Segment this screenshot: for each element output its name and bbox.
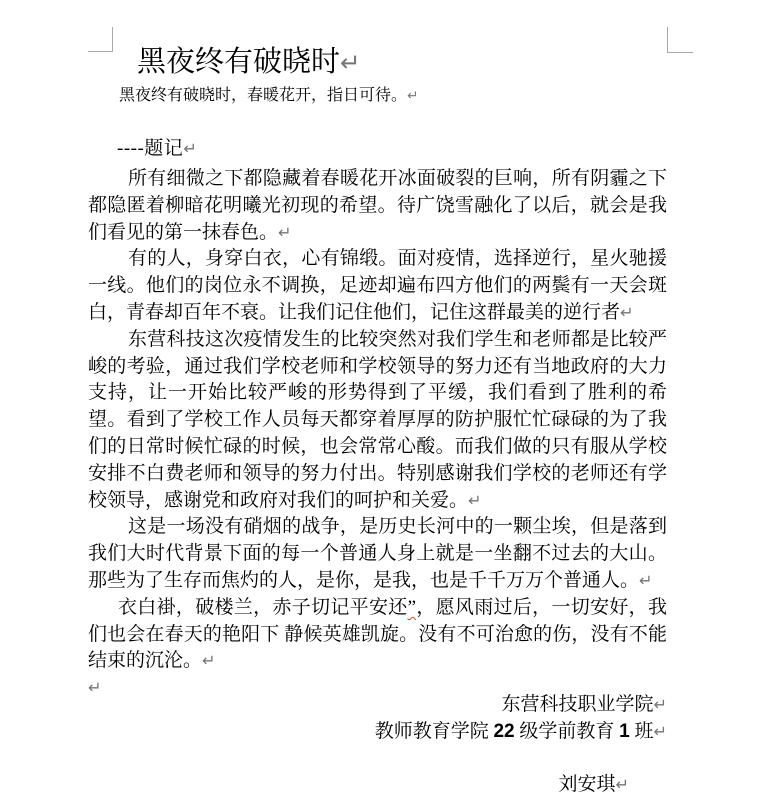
paragraph-3-text: 东营科技这次疫情发生的比较突然对我们学生和老师都是比较严峻的考验，通过我们学校老师和学校领导的努力还有当地政府的大力支持，让一开始比较严峻的形势得到了平缓，我们看到了胜利的希望。看到了学校工作人员每天都穿着厚厚的防护服忙忙碌碌的为了我们的日常时候忙碌的时候，也会常常心酸。而我们做的只有服从学校安排不白费老师和领导的努力付出。特别感谢我们学校的老师还有学校领导，感谢党和政府对我们的呵护和关爱。	[88, 328, 667, 511]
pilcrow-mark: ↵	[615, 775, 629, 794]
signature-school-line[interactable]	[88, 692, 667, 719]
pilcrow-mark: ↵	[407, 88, 419, 104]
epigraph-line[interactable]	[88, 135, 667, 162]
subtitle-text: 黑夜终有破晓时，春暖花开，指日可待。	[119, 87, 408, 104]
signature-class-pre: 教师教育学院	[374, 720, 494, 742]
pilcrow-mark: ↵	[653, 695, 667, 714]
paragraph-5-text-pre: 衣白褂，破楼兰，赤子切记平安还	[118, 596, 408, 618]
title-text: 黑夜终有破晓时	[137, 46, 341, 78]
pilcrow-mark: ↵	[183, 139, 198, 158]
paragraph-4-text: 这是一场没有硝烟的战争，是历史长河中的一颗尘埃，但是落到我们大时代背景下面的每一个普通人身上就是一坐翻不过去的大山。那些为了生存而焦灼的人，是你，是我，也是千千万万个普通人。	[88, 516, 667, 591]
signature-block[interactable]	[88, 692, 667, 746]
signature-name-line[interactable]	[88, 772, 667, 797]
pilcrow-mark: ↵	[278, 222, 292, 242]
paragraph-5[interactable]	[88, 595, 667, 675]
pilcrow-mark: ↵	[340, 48, 361, 77]
signature-grade-number: 22	[493, 720, 515, 742]
signature-class-mid: 级学前教育	[514, 720, 620, 742]
pilcrow-mark: ↵	[202, 651, 216, 671]
text-boundary-crop-mark-top-right	[667, 27, 693, 53]
document-body[interactable]	[88, 166, 667, 702]
paragraph-1-text: 所有细微之下都隐藏着春暖花开冰面破裂的巨响，所有阴霾之下都隐匿着柳暗花明曦光初现的希望。待广饶雪融化了以后，就会是我们看见的第一抹春色。	[88, 168, 667, 243]
pilcrow-mark: ↵	[620, 302, 634, 322]
signature-class-post: 班	[629, 720, 654, 742]
signature-name-text: 刘安琪	[558, 774, 616, 795]
paragraph-4[interactable]	[88, 514, 667, 594]
epigraph-text: ----题记	[117, 138, 184, 159]
paragraph-2[interactable]	[88, 246, 667, 326]
signature-class-number: 1	[619, 720, 630, 742]
document-subtitle[interactable]	[88, 84, 667, 108]
paragraph-1[interactable]	[88, 166, 667, 246]
signature-school-text: 东营科技职业学院	[501, 694, 654, 715]
pilcrow-mark: ↵	[639, 570, 653, 590]
paragraph-2-text: 有的人，身穿白衣，心有锦缎。面对疫情，选择逆行，星火驰援一线。他们的岗位永不调换，足迹却遍布四方他们的两鬓有一天会斑白，青春却百年不衰。让我们记住他们，记住这群最美的逆行者	[88, 248, 667, 323]
document-title[interactable]	[88, 42, 667, 83]
paragraph-3[interactable]	[88, 327, 667, 515]
pilcrow-mark: ↵	[653, 721, 667, 741]
signature-class-line[interactable]	[88, 719, 667, 746]
spellcheck-flagged-quote[interactable]: ”	[407, 596, 417, 618]
paragraph-5-text-post: ，愿风雨过后，一切安好，我们也会在春天的艳阳下 静候英雄凯旋。没有不可治愈的伤，没有不能结束的沉沦。	[88, 596, 667, 672]
pilcrow-mark: ↵	[468, 490, 482, 510]
pilcrow-mark: ↵	[88, 678, 102, 698]
